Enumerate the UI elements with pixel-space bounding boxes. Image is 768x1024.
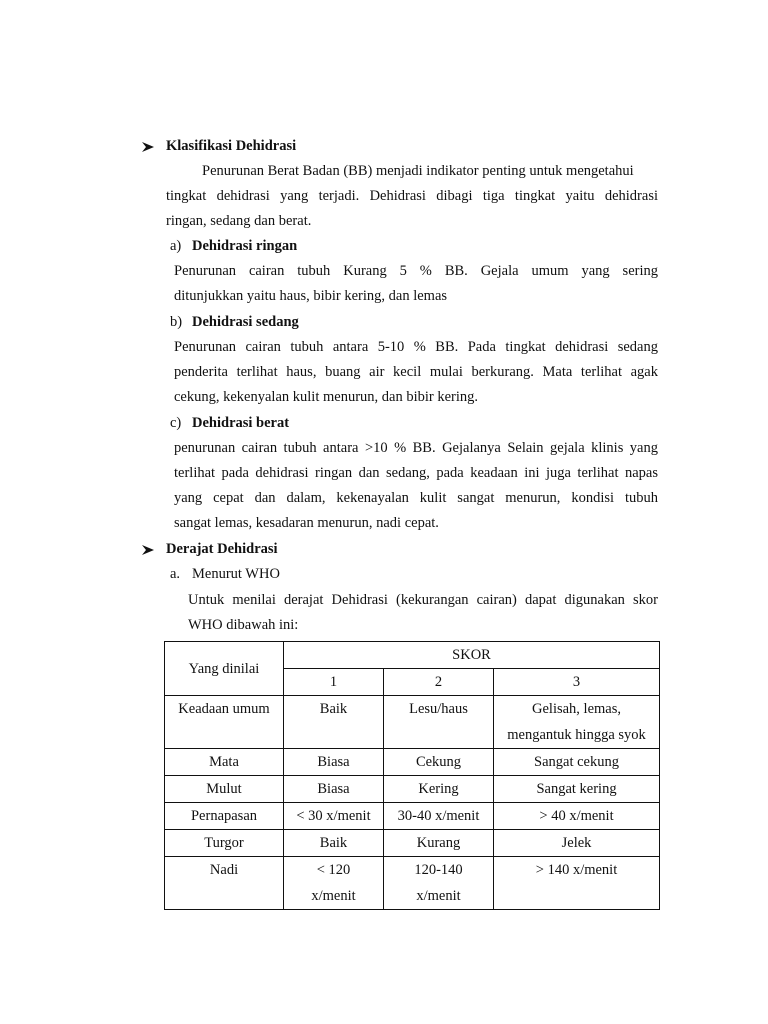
header-score-1: 1 <box>284 669 384 696</box>
subsection-title: Menurut WHO <box>192 566 280 582</box>
cell-score-1: Biasa <box>284 749 384 776</box>
row-label: Keadaan umum <box>165 696 284 749</box>
paragraph-line: tingkat dehidrasi yang terjadi. Dehidrasi dibagi tiga tingkat yaitu dehidrasi <box>166 188 658 204</box>
cell-score-2: Kering <box>384 776 494 803</box>
cell-score-2: 30-40 x/menit <box>384 803 494 830</box>
section-title-klasifikasi: Klasifikasi Dehidrasi <box>166 138 297 154</box>
table-row <box>165 776 660 803</box>
section-title-derajat: Derajat Dehidrasi <box>166 541 278 557</box>
list-marker: a) <box>170 238 182 254</box>
arrow-bullet-icon <box>140 139 156 155</box>
list-marker: b) <box>170 314 183 330</box>
row-label: Mulut <box>165 776 284 803</box>
header-score-3: 3 <box>494 669 660 696</box>
table-row <box>165 857 660 910</box>
table-row <box>165 749 660 776</box>
table-row <box>165 696 660 749</box>
who-score-table <box>164 641 660 910</box>
arrow-bullet-icon <box>140 542 156 558</box>
row-label: Nadi <box>165 857 284 910</box>
cell-score-3: > 140 x/menit <box>494 857 660 910</box>
cell-score-1: Biasa <box>284 776 384 803</box>
cell-score-1: < 120 x/menit <box>284 857 384 910</box>
cell-score-3: Sangat cekung <box>494 749 660 776</box>
cell-score-3: Sangat kering <box>494 776 660 803</box>
row-label: Turgor <box>165 830 284 857</box>
cell-score-3: Jelek <box>494 830 660 857</box>
paragraph-line: terlihat pada dehidrasi ringan dan sedang, pada keadaan ini juga terlihat napas <box>174 465 658 481</box>
table-row <box>165 830 660 857</box>
paragraph-line: ringan, sedang dan berat. <box>166 213 312 229</box>
cell-score-1: < 30 x/menit <box>284 803 384 830</box>
header-score-2: 2 <box>384 669 494 696</box>
paragraph-line: yang cepat dan dalam, kekenayalan kulit sangat menurun, kondisi tubuh <box>174 490 658 506</box>
row-label: Pernapasan <box>165 803 284 830</box>
paragraph-line: Untuk menilai derajat Dehidrasi (kekurangan cairan) dapat digunakan skor <box>188 592 658 608</box>
list-marker: a. <box>170 566 181 582</box>
table-row <box>165 803 660 830</box>
paragraph-line: Penurunan cairan tubuh antara 5-10 % BB. Pada tingkat dehidrasi sedang <box>174 339 658 355</box>
paragraph-line: penurunan cairan tubuh antara >10 % BB. Gejalanya Selain gejala klinis yang <box>174 440 658 456</box>
cell-score-2: Cekung <box>384 749 494 776</box>
paragraph-line: penderita terlihat haus, buang air kecil mulai berkurang. Mata terlihat agak <box>174 364 658 380</box>
table-header-row <box>165 642 660 669</box>
row-label: Mata <box>165 749 284 776</box>
paragraph-line: Penurunan Berat Badan (BB) menjadi indikator penting untuk mengetahui <box>202 163 634 179</box>
cell-score-1: Baik <box>284 830 384 857</box>
subsection-title: Dehidrasi ringan <box>192 238 298 254</box>
cell-score-2: 120-140 x/menit <box>384 857 494 910</box>
subsection-title: Dehidrasi sedang <box>192 314 299 330</box>
cell-score-3: Gelisah, lemas, mengantuk hingga syok <box>494 696 660 749</box>
subsection-title: Dehidrasi berat <box>192 415 290 431</box>
paragraph-line: ditunjukkan yaitu haus, bibir kering, dan lemas <box>174 288 448 304</box>
cell-score-2: Lesu/haus <box>384 696 494 749</box>
paragraph-line: Penurunan cairan tubuh Kurang 5 % BB. Gejala umum yang sering <box>174 263 658 279</box>
paragraph-line: cekung, kekenyalan kulit menurun, dan bibir kering. <box>174 389 479 405</box>
paragraph-line: sangat lemas, kesadaran menurun, nadi cepat. <box>174 515 439 531</box>
cell-score-3: > 40 x/menit <box>494 803 660 830</box>
header-yang-dinilai: Yang dinilai <box>165 642 284 696</box>
paragraph-line: WHO dibawah ini: <box>188 617 299 633</box>
header-skor: SKOR <box>284 642 660 669</box>
list-marker: c) <box>170 415 182 431</box>
cell-score-1: Baik <box>284 696 384 749</box>
cell-score-2: Kurang <box>384 830 494 857</box>
